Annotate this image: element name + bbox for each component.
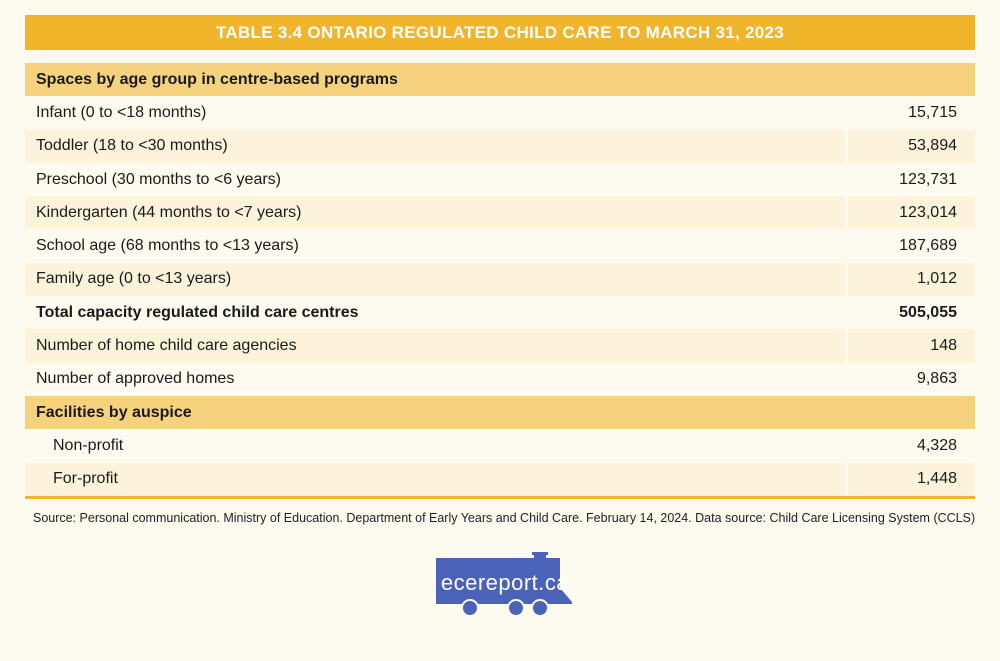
table-row [25,429,975,462]
row-label: Total capacity regulated child care centres [36,303,359,321]
table-row [25,463,975,496]
table-row [25,130,975,163]
row-label: Number of approved homes [36,370,235,388]
section-header-label: Facilities by auspice [36,403,192,421]
row-label: For-profit [53,470,118,488]
row-value: 15,715 [908,103,957,121]
row-value: 123,731 [899,170,957,188]
row-value: 187,689 [899,237,957,255]
row-value: 123,014 [845,196,975,229]
row-label: Preschool (30 months to <6 years) [36,170,282,188]
row-label: Kindergarten (44 months to <7 years) [36,203,302,221]
total-row [25,296,975,329]
row-label: Infant (0 to <18 months) [36,103,207,121]
row-value: 9,863 [916,370,957,388]
table-title: TABLE 3.4 ONTARIO REGULATED CHILD CARE TO MARCH 31, 2023 [25,15,975,50]
row-label: Non-profit [53,436,124,454]
table-row [25,96,975,129]
table-row [25,196,975,229]
row-label: School age (68 months to <13 years) [36,237,299,255]
source-note: Source: Personal communication. Ministry of Education. Department of Early Years and Child Care. February 14, 2024. Data source: Child Care Licensing System (CCLS) [33,511,976,525]
row-label: Toddler (18 to <30 months) [36,137,228,155]
table-row [25,329,975,362]
section-header-spaces [25,63,975,96]
row-value: 1,012 [845,263,975,296]
table-row [25,163,975,196]
row-value: 1,448 [845,463,975,496]
row-value: 505,055 [899,303,957,321]
logo-text: ecereport.ca [440,570,570,595]
table-row [25,363,975,396]
child-care-table [25,63,975,499]
section-header-facilities [25,396,975,429]
table-bottom-rule [25,496,975,499]
row-value: 148 [845,329,975,362]
row-label: Family age (0 to <13 years) [36,270,232,288]
row-value: 4,328 [916,436,957,454]
table-row [25,229,975,262]
ecereport-logo[interactable] [432,552,578,618]
row-value: 53,894 [845,130,975,163]
table-row [25,263,975,296]
section-header-label: Spaces by age group in centre-based programs [36,70,398,88]
row-label: Number of home child care agencies [36,337,297,355]
